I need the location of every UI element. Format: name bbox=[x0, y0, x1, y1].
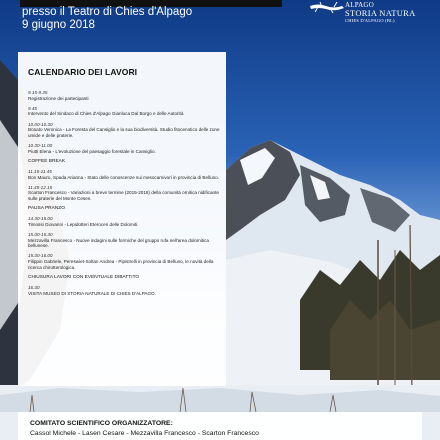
programme-section: COFFEE BREAK bbox=[28, 158, 66, 164]
programme-time: 9.15-9.35 bbox=[28, 90, 48, 95]
programme-desc: VISITA MUSEO DI STORIA NATURALE DI CHIES D'ALPAGO. bbox=[28, 290, 156, 296]
programme-item bbox=[28, 285, 224, 296]
programme-title: CALENDARIO DEI LAVORI bbox=[28, 67, 138, 77]
logo-line1: ALPAGO bbox=[345, 1, 374, 9]
programme-time: 15.30-16.00 bbox=[28, 253, 53, 259]
programme-section: CHIUSURA LAVORI CON EVENTUALE DIBATTITO bbox=[28, 274, 140, 280]
venue-text: presso il Teatro di Chies d'Alpago bbox=[22, 6, 193, 18]
programme-desc: Timossi Giovanni - Lepidotteri Eteroceri delle Dolomiti. bbox=[28, 221, 139, 227]
programme-list bbox=[28, 90, 224, 301]
logo-line3: CHIES D'ALPAGO (BL) bbox=[345, 18, 395, 23]
committee-members: Cassol Michele - Lasen Cesare - Mezzavilla Francesco - Scarton Francesco bbox=[30, 430, 259, 437]
programme-item bbox=[28, 185, 224, 202]
date-text: 9 giugno 2018 bbox=[22, 19, 95, 31]
programme-item bbox=[28, 106, 224, 117]
programme-desc: Filippin Gabriele, Pereswiet-Soltan Andrea - Pipistrelli in provincia di Belluno, le novità della ricerca chirotterologica. bbox=[28, 259, 214, 270]
programme-time: 14.30-15.00 bbox=[28, 216, 53, 222]
logo-line2: STORIA NATURA bbox=[345, 8, 416, 18]
programme-desc: Registrazione dei partecipanti bbox=[28, 95, 89, 101]
programme-desc: Scarton Francesco - Variazioni a breve termine (2015-2018) della comunità ornitica nidificante sulle praterie del Monte Cesen. bbox=[28, 190, 219, 201]
programme-desc: Mezzavilla Francesco - Nuove indagini sulle formiche del gruppo rufa nell'area dolomitica bellunese. bbox=[28, 237, 209, 249]
programme-desc: Bonato Veronica - La Foresta del Cansiglio e la sua biodiversità. Studio fitocenotico delle zone umide e delle praterie. bbox=[28, 127, 220, 138]
programme-item bbox=[28, 143, 224, 154]
programme-item bbox=[28, 232, 224, 249]
programme-time: 11.15-11.45 bbox=[28, 168, 52, 174]
programme-time: 16.30 bbox=[28, 284, 40, 290]
programme-time: 10.00-10.30 bbox=[28, 121, 53, 127]
programme-item bbox=[28, 122, 224, 139]
event-header bbox=[22, 6, 272, 32]
committee-panel bbox=[18, 412, 422, 440]
programme-time: 10.30-11.00 bbox=[28, 142, 53, 148]
museum-logo bbox=[345, 1, 416, 25]
programme-time: 11.45-12.15 bbox=[28, 184, 53, 190]
programme-time: 9.45 bbox=[28, 105, 37, 111]
programme-time: 15.00-15.30 bbox=[28, 232, 53, 238]
programme-desc: Bon Mauro, Spada Arianna - Stato delle conoscenze sui mesocarnivori in provincia di Belluno. bbox=[28, 174, 220, 180]
programme-item bbox=[28, 216, 224, 227]
programme-item bbox=[28, 90, 224, 101]
programme-section: PAUSA PRANZO bbox=[28, 206, 65, 212]
programme-panel bbox=[18, 52, 226, 386]
committee-title: COMITATO SCIENTIFICO ORGANIZZATORE: bbox=[30, 420, 173, 427]
programme-item bbox=[28, 169, 224, 180]
programme-item bbox=[28, 253, 224, 270]
programme-desc: Piutti Elena - L'evoluzione del paesaggio forestale in Cansiglio. bbox=[28, 148, 156, 154]
programme-desc: Intervento del Sindaco di Chies d'Alpago Gianluca Dal Borgo e delle Autorità bbox=[28, 111, 184, 117]
